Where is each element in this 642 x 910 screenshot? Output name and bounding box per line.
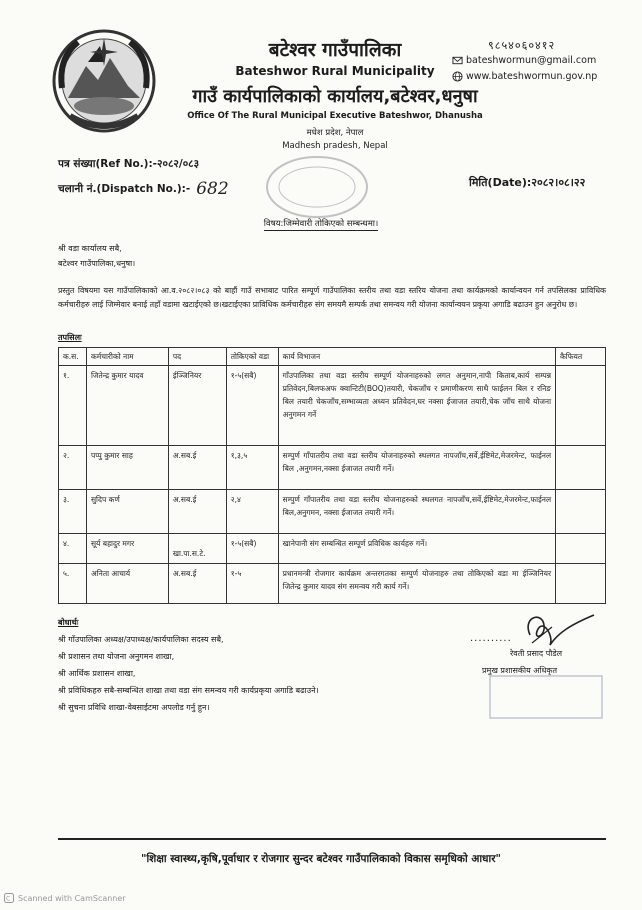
office-name-en: Office Of The Rural Municipal Executive Bateshwor, Dhanusha bbox=[187, 111, 483, 121]
province-np: मधेश प्रदेश, नेपाल bbox=[306, 128, 364, 138]
cell-remark bbox=[556, 534, 606, 564]
cell-sn: ३. bbox=[59, 490, 87, 534]
cell-remark bbox=[556, 366, 606, 446]
subject-text: विषय:जिम्मेवारी तोकिएको सम्बन्धमा। bbox=[263, 219, 379, 229]
recipient-line-1: श्री वडा कार्यालय सबै, bbox=[58, 244, 122, 253]
signature-line: .......... bbox=[470, 633, 512, 644]
cc-label: बोधार्थः bbox=[58, 618, 79, 627]
footer-slogan: "शिक्षा स्वास्थ्य,कृषि,पूर्वाधार र रोजगार सुन्दर बटेश्वर गाउँपालिकाको विकास समृधिको आधार" bbox=[140, 853, 501, 865]
cell-sn: १. bbox=[59, 366, 87, 446]
signatory-stamp bbox=[486, 672, 606, 722]
dispatch-label: चलानी नं.(Dispatch No.):- bbox=[58, 183, 191, 195]
phone-number: ९८५४०६०४१२ bbox=[488, 39, 556, 52]
cell-remark bbox=[556, 490, 606, 534]
cc-item: श्री प्रविधिकहरु सबै-सम्बन्धित शाखा तथा वडा संग समन्वय गरी कार्यप्रकृया अगाडि बढाउने। bbox=[58, 686, 319, 695]
cell-name: अनिता आचार्य bbox=[86, 564, 168, 604]
cell-post: अ.सब.ई bbox=[168, 446, 226, 490]
dispatch-value: 682 bbox=[196, 179, 229, 199]
header-remark: कैफियत bbox=[556, 348, 606, 366]
cell-ward: १-५ bbox=[226, 564, 278, 604]
globe-icon bbox=[452, 71, 463, 82]
municipality-name-en: Bateshwor Rural Municipality bbox=[235, 64, 435, 78]
header-sn: क.स. bbox=[59, 348, 87, 366]
camscanner-icon bbox=[4, 893, 14, 903]
scanner-watermark bbox=[4, 893, 126, 903]
cell-sn: ४. bbox=[59, 534, 87, 564]
office-stamp bbox=[262, 152, 372, 222]
cell-remark bbox=[556, 564, 606, 604]
subject-line bbox=[0, 218, 642, 229]
recipient-line-2: बटेश्वर गाउँपालिका,धनुषा। bbox=[58, 259, 136, 268]
cc-item: श्री आर्थिक प्रशासन शाखा, bbox=[58, 669, 136, 678]
table-row bbox=[59, 490, 606, 534]
website-text: www.bateshwormun.gov.np bbox=[466, 71, 598, 82]
cell-name: सूर्य बहादुर मगर bbox=[86, 534, 168, 564]
province-en: Madhesh pradesh, Nepal bbox=[282, 141, 388, 151]
cell-ward: १-५(सबै) bbox=[226, 366, 278, 446]
header-ward: तोकिएको वडा bbox=[226, 348, 278, 366]
municipality-name-np: बटेश्वर गाउँपालिका bbox=[268, 39, 402, 61]
letter-date: मिति(Date):२०८२।०८।२२ bbox=[469, 176, 586, 189]
cell-name: जितेन्द्र कुमार यादव bbox=[86, 366, 168, 446]
dispatch-number bbox=[58, 179, 229, 199]
cc-item: श्री गाँउपालिका अध्यक्ष/उपाध्यक्ष/कार्यपालिका सदस्य सबै, bbox=[58, 635, 224, 644]
cc-item: श्री सुचना प्रविधि शाखा-वेबसाईटमा अपलोड गर्नु हुन। bbox=[58, 703, 210, 712]
envelope-icon bbox=[452, 55, 463, 66]
table-row bbox=[59, 564, 606, 604]
cell-name: सुदिप कर्ण bbox=[86, 490, 168, 534]
cell-work: सम्पुर्ण गाँपातरीय तथा वडा स्तरीय योजनाहरुको स्थलगत नापजाँच,सर्वे,ईष्टिमेट,मेजरमेन्ट, फाईनल बिल ,अनुगमन,नक्सा ईजाजत तयारी गर्ने। bbox=[278, 446, 555, 490]
cell-sn: ५. bbox=[59, 564, 87, 604]
nepal-emblem-logo bbox=[48, 28, 160, 134]
cell-remark bbox=[556, 446, 606, 490]
email-contact bbox=[452, 55, 596, 66]
tapsil-label: तपसिलः bbox=[58, 333, 82, 342]
assignment-table bbox=[58, 347, 606, 604]
email-text: bateshwormun@gmail.com bbox=[466, 55, 597, 66]
cell-work: प्रधानमन्त्री रोजगार कार्यक्रम अन्तरगतका सम्पुर्ण योजनाहरु तथा तोकिएको वडा मा ईञ्जिनियर जितेन्द्र कुमार यादव संग समन्वय गरी कार्य गर्ने। bbox=[278, 564, 555, 604]
scanner-text: Scanned with CamScanner bbox=[18, 893, 126, 903]
cell-work: सम्पुर्ण गाँपातरीय तथा वडा स्तरीय योजनाहरुको स्थलगत नापजाँच,सर्वे,ईष्टिमेट,मेजरमेन्ट,फाईनल बिल,अनुगमन, नक्सा ईजाजत तयारी गर्ने। bbox=[278, 490, 555, 534]
footer-divider bbox=[58, 838, 606, 840]
cell-post: अ.सब.ई bbox=[168, 564, 226, 604]
reference-number: पत्र संख्या(Ref No.):-२०८२/०८३ bbox=[58, 158, 200, 170]
table-row bbox=[59, 534, 606, 564]
letter-body: प्रस्तुत विषयमा यस गाउँपालिकाको आ.व.२०८२।०८३ को बाहौं गाउँ सभाबाट पारित सम्पूर्ण गाउँपालिका स्तरीय तथा वडा स्तरिय योजना तथा कार्यक्रमको कार्यान्वयन गर्न तपसिलका प्राविधिक कर्मचारीहरु लाई जिम्मेवार बनाई तहाँ वडामा खटाईएको छ।खटाईएका प्राविधिक कर्मचारीहरु संग समयमै सम्पर्क तथा समन्वय गरी योजना कार्यान्वयन प्रकृया अगाडि बढाउन हुन अनुरोध छ। bbox=[58, 286, 606, 309]
cell-ward: १,३,५ bbox=[226, 446, 278, 490]
cc-item: श्री प्रशासन तथा योजना अनुगमन शाखा, bbox=[58, 652, 175, 661]
header-post: पद bbox=[168, 348, 226, 366]
header-work: कार्य विभाजन bbox=[278, 348, 555, 366]
table-row bbox=[59, 366, 606, 446]
cell-name: पप्पु कुमार साह bbox=[86, 446, 168, 490]
cell-ward: १-५(सबै) bbox=[226, 534, 278, 564]
cell-post: अ.सब.ई bbox=[168, 490, 226, 534]
cell-post: ईञ्जिनियर bbox=[168, 366, 226, 446]
website-contact bbox=[452, 71, 597, 82]
cell-sn: २. bbox=[59, 446, 87, 490]
cell-post: खा.पा.स.टे. bbox=[168, 534, 226, 564]
cell-work: खानेपानी संग सम्बन्धित सम्पूर्ण प्रविधिक कार्यहरु गर्ने। bbox=[278, 534, 555, 564]
cell-ward: २,४ bbox=[226, 490, 278, 534]
cell-work: गाँउपालिका तथा वडा स्तरीय सम्पूर्ण योजनाहरुको लगत अनुमान,नापी किताब,कार्य सम्पन्न प्रतिवेदन,बिलफअफ क्वान्टिटी(BOQ)तयारी, चेकजाँच र प्रमाणीकरण साथै फाईलन बिल र रनिङ बिल तयारी चेकजाँच,सम्भाव्यता अध्यन प्रतिवेदन,घर नक्सा ईजाजत तयारी,चेक जाँच साथै योजना अनुगमन गर्ने bbox=[278, 366, 555, 446]
signatory-name: रेवती प्रसाद पौडेल bbox=[510, 649, 563, 658]
signatory-title: प्रमुख प्रशासकीय अधिकृत bbox=[482, 666, 558, 675]
table-row bbox=[59, 446, 606, 490]
office-name-np: गाउँ कार्यपालिकाको कार्यालय,बटेश्वर,धनुषा bbox=[192, 86, 478, 107]
svg-text:C: C bbox=[6, 895, 11, 903]
header-name: कर्मचारीको नाम bbox=[86, 348, 168, 366]
table-header-row bbox=[59, 348, 606, 366]
